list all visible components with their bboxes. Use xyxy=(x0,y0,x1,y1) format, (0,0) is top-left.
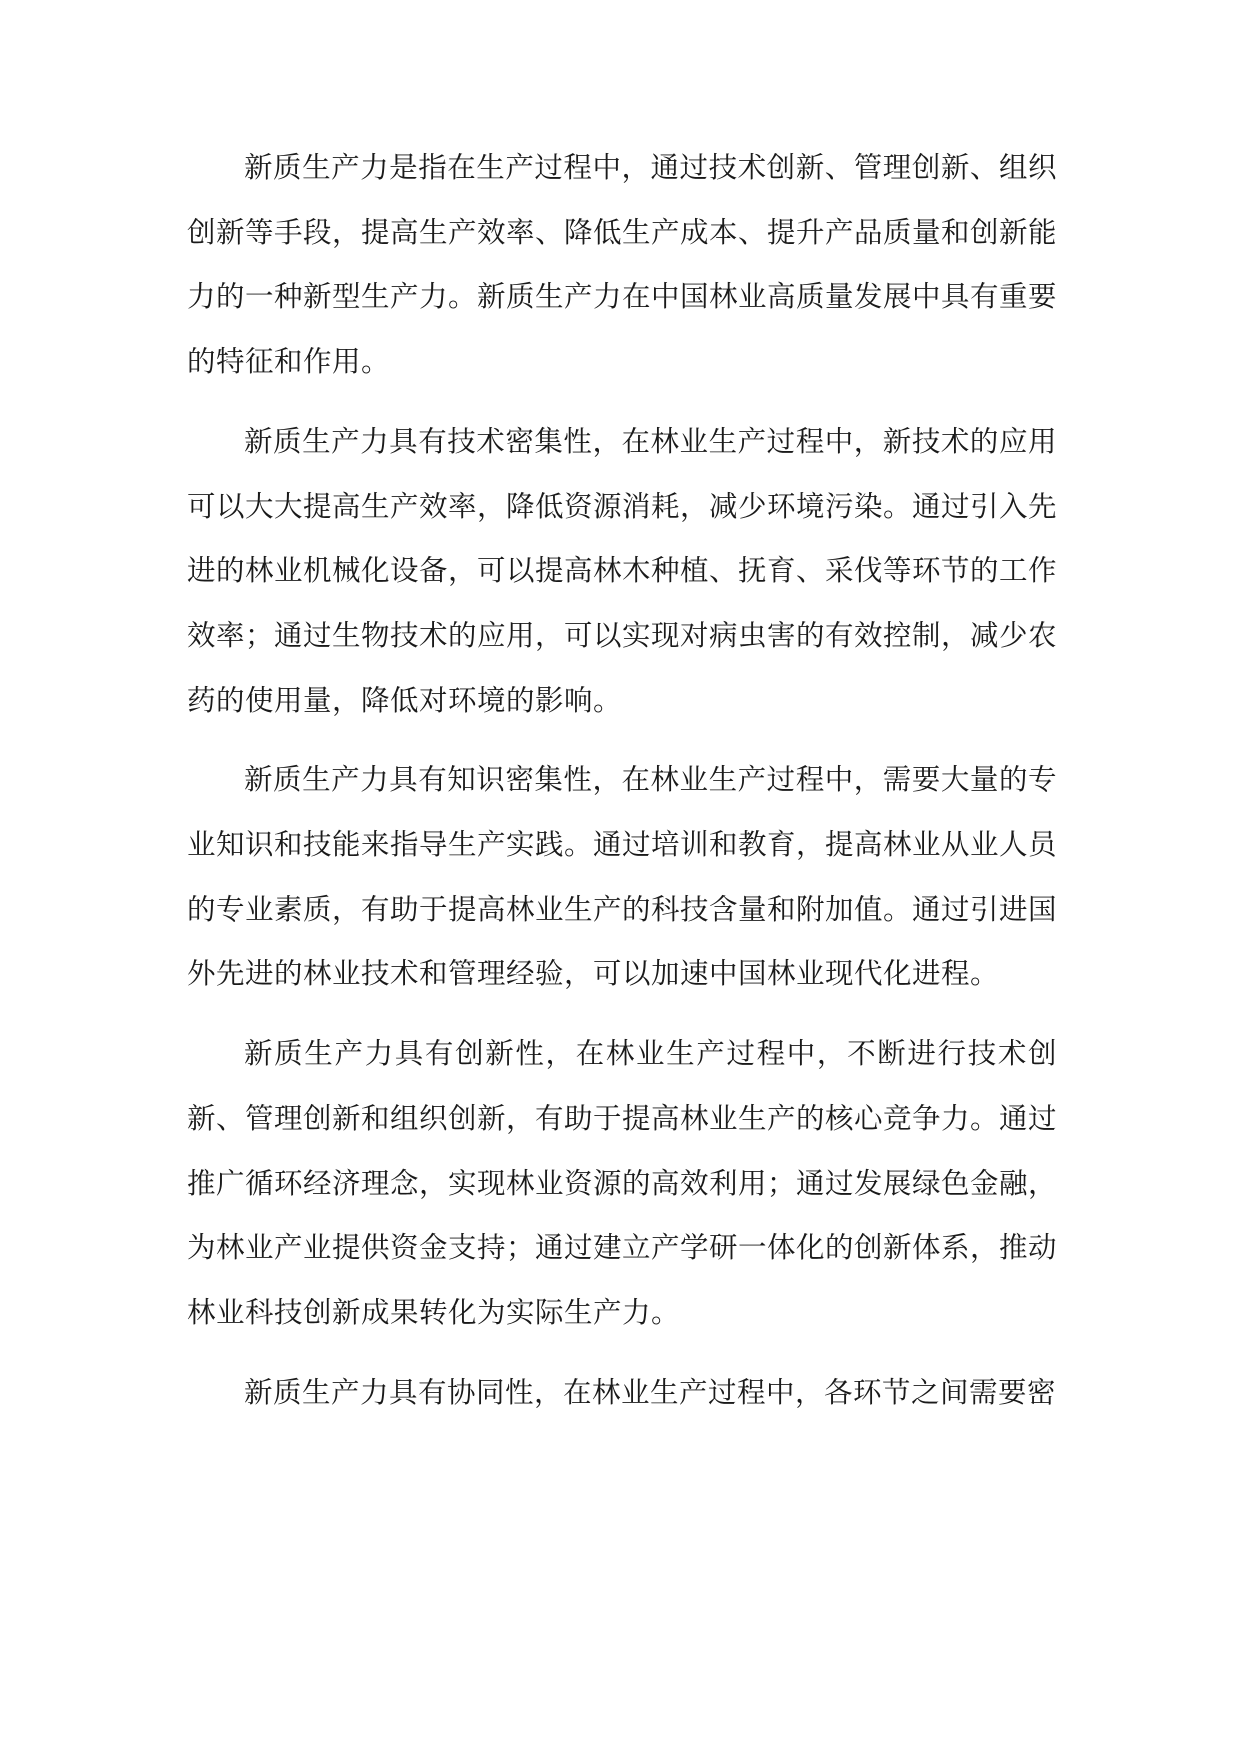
paragraph-definition: 新质生产力是指在生产过程中，通过技术创新、管理创新、组织创新等手段，提高生产效率、降低生产成本、提升产品质量和创新能力的一种新型生产力。新质生产力在中国林业高质量发展中具有重要的特征和作用。 xyxy=(187,151,1058,379)
paragraph-technology-intensive: 新质生产力具有技术密集性，在林业生产过程中，新技术的应用可以大大提高生产效率，降低资源消耗，减少环境污染。通过引入先进的林业机械化设备，可以提高林木种植、抚育、采伐等环节的工作效率；通过生物技术的应用，可以实现对病虫害的有效控制，减少农药的使用量，降低对环境的影响。 xyxy=(187,424,1058,717)
paragraph-innovation: 新质生产力具有创新性，在林业生产过程中，不断进行技术创新、管理创新和组织创新，有助于提高林业生产的核心竞争力。通过推广循环经济理念，实现林业资源的高效利用；通过发展绿色金融，为林业产业提供资金支持；通过建立产学研一体化的创新体系，推动林业科技创新成果转化为实际生产力。 xyxy=(187,1037,1058,1329)
document-body xyxy=(187,136,1057,1440)
paragraph-synergy: 新质生产力具有协同性，在林业生产过程中，各环节之间需要密 xyxy=(244,1375,1057,1409)
paragraph-knowledge-intensive: 新质生产力具有知识密集性，在林业生产过程中，需要大量的专业知识和技能来指导生产实践。通过培训和教育，提高林业从业人员的专业素质，有助于提高林业生产的科技含量和附加值。通过引进国外先进的林业技术和管理经验，可以加速中国林业现代化进程。 xyxy=(187,763,1058,991)
